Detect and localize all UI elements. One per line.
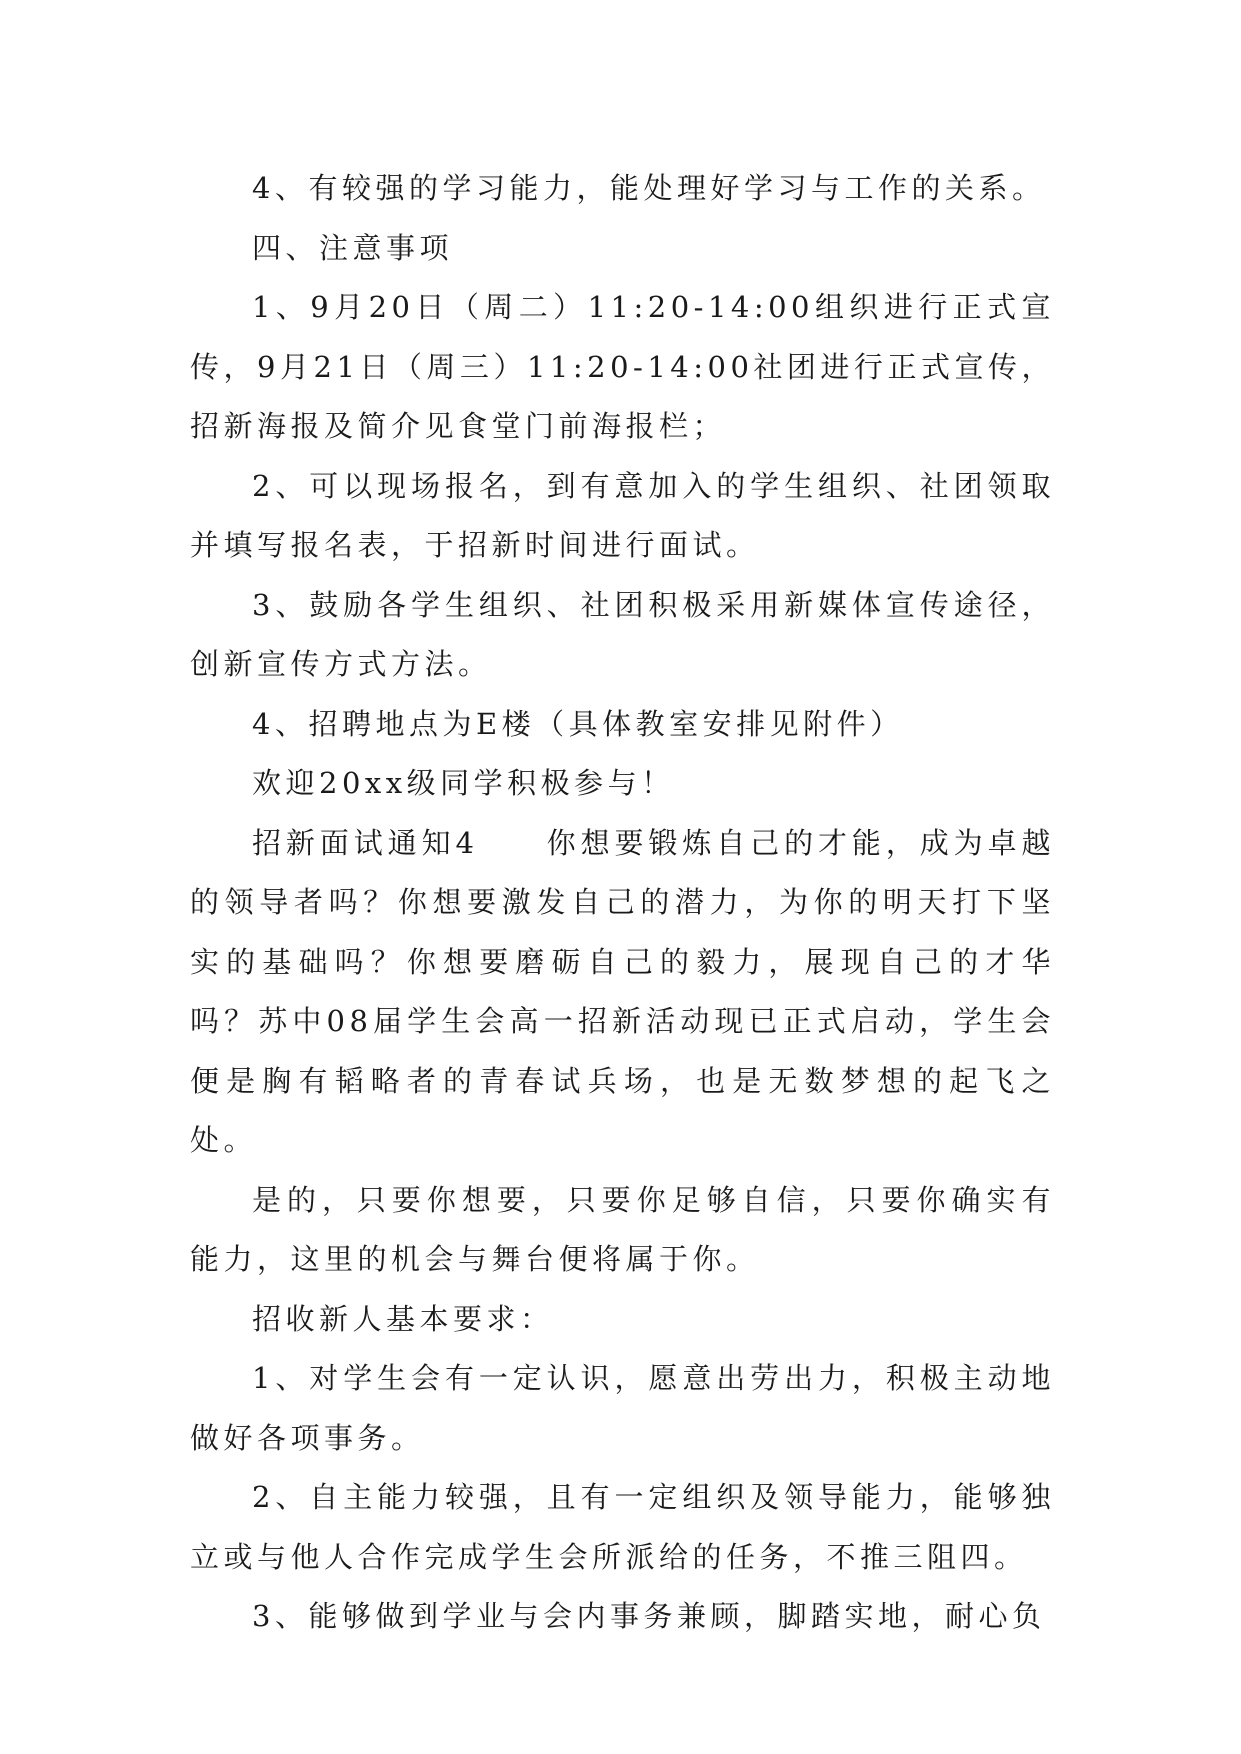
document-body <box>190 159 1055 1647</box>
paragraph: 2、可以现场报名，到有意加入的学生组织、社团领取并填写报名表，于招新时间进行面试。 <box>190 468 1055 562</box>
paragraph: 3、鼓励各学生组织、社团积极采用新媒体宣传途径，创新宣传方式方法。 <box>190 587 1055 681</box>
paragraph: 欢迎20xx级同学积极参与！ <box>252 766 675 800</box>
section-heading: 招收新人基本要求： <box>252 1301 554 1336</box>
paragraph: 招新面试通知4 你想要锻炼自己的才能，成为卓越的领导者吗？你想要激发自己的潜力，为你的明天打下坚实的基础吗？你想要磨砺自己的毅力，展现自己的才华吗？苏中08届学生会高一招新活动现已正式启动，学生会便是胸有韬略者的青春试兵场，也是无数梦想的起飞之处。 <box>190 825 1055 1157</box>
paragraph: 是的，只要你想要，只要你足够自信，只要你确实有能力，这里的机会与舞台便将属于你。 <box>190 1182 1055 1276</box>
paragraph: 2、自主能力较强，且有一定组织及领导能力，能够独立或与他人合作完成学生会所派给的任务，不推三阻四。 <box>190 1480 1055 1574</box>
paragraph: 3、能够做到学业与会内事务兼顾，脚踏实地，耐心负 <box>252 1599 1046 1633</box>
paragraph: 1、对学生会有一定认识，愿意出劳出力，积极主动地做好各项事务。 <box>190 1361 1055 1455</box>
paragraph: 4、有较强的学习能力，能处理好学习与工作的关系。 <box>252 171 1046 205</box>
section-heading: 四、注意事项 <box>252 230 454 265</box>
paragraph: 4、招聘地点为E楼（具体教室安排见附件） <box>252 706 904 741</box>
paragraph: 1、9月20日（周二）11:20-14:00组织进行正式宣传，9月21日（周三）11:20-14:00社团进行正式宣传，招新海报及简介见食堂门前海报栏； <box>190 290 1055 443</box>
